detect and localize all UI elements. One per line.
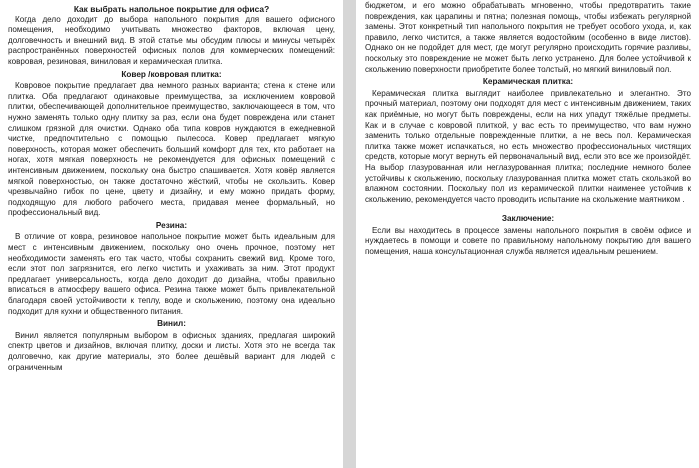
ceramic-paragraph: Керамическая плитка выглядит наиболее привлекательно и элегантно. Это прочный материал, поэтому они подходят для мест с интенсивным движением, таких как приёмные, но могут быть повреждены, если на них упадут тяжёлые предметы. Как и в случае с ковровой плиткой, у вас есть то преимущество, что вам нужно заменить только отдельные поврежденные плитки, а не весь пол. Керамическая плитка также может испачкаться, но есть множество профессиональных чистящих средств, которые могут вернуть ей первоначальный вид, если это все же произойдёт. На выбор глазурованная или неглазурованная плитка; последние немного более устойчивы к скольжению, поскольку глазурованная плитка может стать скользкой во влажном состоянии. Поскольку пол из керамической плитки наименее устойчив к скольжению, рекомендуется часто проводить испытание на скольжение маятником . — [365, 88, 691, 204]
vinyl-paragraph-continued: бюджетом, и его можно обрабатывать мгновенно, чтобы предотвратить такие повреждения, как царапины и пятна; полезная помощь, чтобы избежать регулярной замены. Этот конкретный тип напольного покрытия не требует особого ухода, и, как правило, легко чистится, а также является водостойким (особенно в виде листов). Однако он не подойдет для мест, где могут регулярно происходить горячие разливы, поскольку это повреждение не может быть легко устранено. Для более устойчивой к скольжению поверхности приобретите более толстый, но мягкий виниловый пол. — [365, 1, 691, 74]
ceramic-heading: Керамическая плитка: — [482, 77, 574, 87]
document-page-right — [356, 0, 699, 468]
rubber-paragraph: В отличие от ковра, резиновое напольное покрытие может быть идеальным для мест с интенсивным движением, поскольку оно очень прочное, поэтому нет необходимости заменять его так часто, чтобы сохранить свежий вид. Кроме того, если этот пол загрязнится, его легко чистить и ухаживать за ним. Этот продукт предлагает универсальность, когда дело доходит до дизайна, чтобы правильно вписаться в атмосферу вашего офиса. Резина также может быть привлекательной благодаря своей устойчивости к теплу, воде и скольжению, поэтому она идеально подходит для кухни и общественного питания. — [8, 232, 335, 316]
document-page-left — [0, 0, 343, 468]
carpet-heading: Ковер /ковровая плитка: — [121, 69, 222, 79]
rubber-heading: Резина: — [155, 220, 188, 230]
intro-paragraph: Когда дело доходит до выбора напольного покрытия для вашего офисного помещения, необходимо учитывать множество факторов, включая цену, долговечность и внешний вид. В этой статье мы обсудим плюсы и минусы четырёх распространённых поверхностей офисных полов для коммерческих помещений: ковровая, резиновая, виниловая и керамическая плитка. — [8, 14, 335, 66]
conclusion-heading: Заключение: — [501, 214, 555, 224]
document-title: Как выбрать напольное покрытие для офиса? — [73, 4, 270, 14]
conclusion-paragraph: Если вы находитесь в процессе замены напольного покрытия в своём офисе и нуждаетесь в помощи и совете по правильному напольному покрытию для вашего помещения, наша консультационная служба является идеальным решением. — [365, 225, 691, 257]
carpet-paragraph: Ковровое покрытие предлагает два немного разных варианта; стена к стене или плитка. Оба предлагают одинаковые преимущества, за исключением ковровой плитки, обеспечивающей дополнительное преимущество, заключающееся в том, что нужно заменять только одну плитку за раз, если она будет повреждена или станет слишком грязной для очистки. Однако оба типа ковров нуждаются в ежедневной чистке, предпочтительно с помощью пылесоса. Ковер предлагает мягкую поверхность, которая может обеспечить больший комфорт для тех, кто работает на ногах, хотя мягкая поверхность не рекомендуется для офисных помещений с интенсивным движением, поскольку она быстро спашивается. Хотя ковёр является мягкой поверхностью, он также достаточно жёсткий, чтобы не скользить. Ковер чрезвычайно гибок по цене, цвету и дизайну, и ему можно придать форму, подходящую для любого рабочего места, придавая менее формальный, но профессиональный вид. — [8, 81, 335, 218]
vinyl-paragraph: Винил является популярным выбором в офисных зданиях, предлагая широкий спектр цветов и дизайнов, включая плитку, доски и листы. Хотя это не всегда так долговечно, как другие материалы, это более дешёвый вариант для людей с ограниченным — [8, 330, 335, 372]
vinyl-heading: Винил: — [157, 319, 186, 329]
